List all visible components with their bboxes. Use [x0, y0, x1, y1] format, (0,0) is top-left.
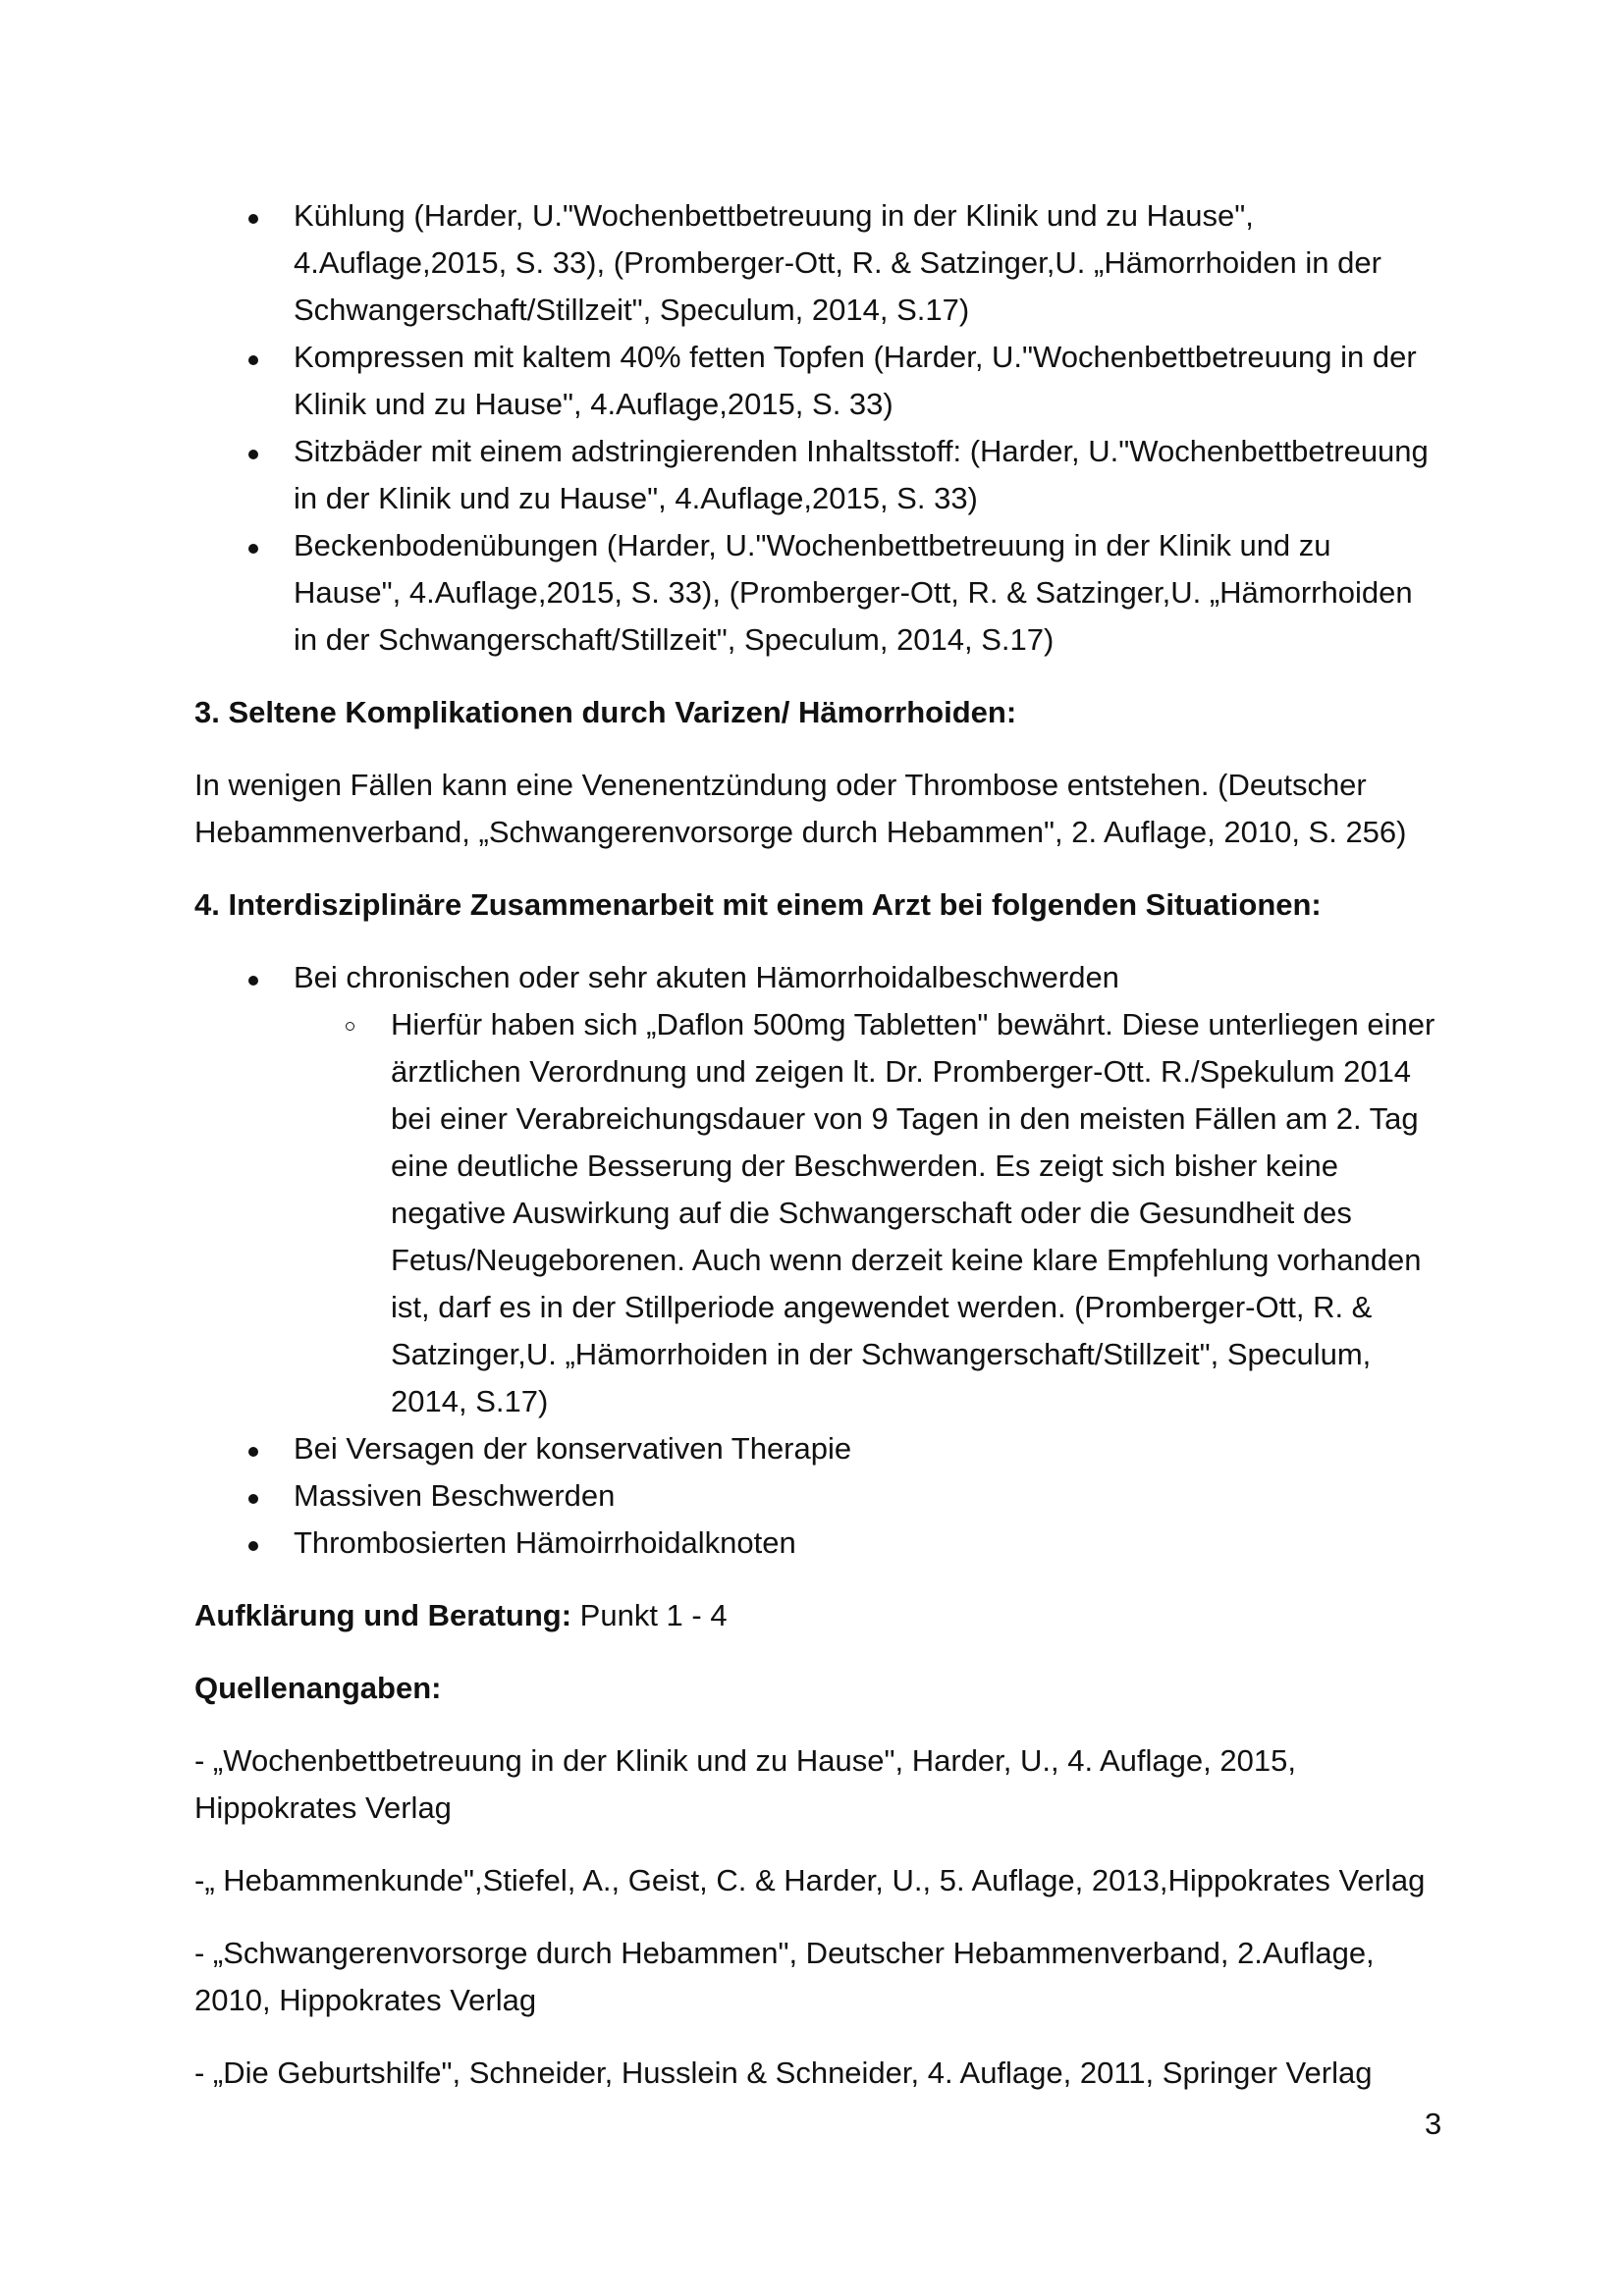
list-item: Massiven Beschwerden	[194, 1472, 1441, 1520]
list-item: Kompressen mit kaltem 40% fetten Topfen (Harder, U."Wochenbettbetreuung in der Klinik und zu Hause", 4.Auflage,2015, S. 33)	[194, 334, 1441, 428]
counseling-text: Punkt 1 - 4	[571, 1598, 728, 1632]
source-entry: -„ Hebammenkunde",Stiefel, A., Geist, C. & Harder, U., 5. Auflage, 2013,Hippokrates Verlag	[194, 1863, 1426, 1897]
list-item-text: Bei chronischen oder sehr akuten Hämorrhoidalbeschwerden	[294, 960, 1119, 994]
list-item: Thrombosierten Hämoirrhoidalknoten	[194, 1520, 1441, 1567]
section-heading-complications: 3. Seltene Komplikationen durch Varizen/ Hämorrhoiden:	[194, 695, 1017, 729]
sub-list-item: Hierfür haben sich „Daflon 500mg Tabletten" bewährt. Diese unterliegen einer ärztlichen Verordnung und zeigen lt. Dr. Promberger-Ott. R./Spekulum 2014 bei einer Verabreichungsdauer von 9 Tagen in den meisten Fällen am 2. Tag eine deutliche Besserung der Beschwerden. Es zeigt sich bisher keine negative Auswirkung auf die Schwangerschaft oder die Gesundheit des Fetus/Neugeborenen. Auch wenn derzeit keine klare Empfehlung vorhanden ist, darf es in der Stillperiode angewendet werden. (Promberger-Ott, R. & Satzinger,U. „Hämorrhoiden in der Schwangerschaft/Stillzeit", Speculum, 2014, S.17)	[294, 1001, 1441, 1425]
source-entry: - „Wochenbettbetreuung in der Klinik und zu Hause", Harder, U., 4. Auflage, 2015, Hippokrates Verlag	[194, 1743, 1296, 1825]
counseling-label: Aufklärung und Beratung:	[194, 1598, 572, 1632]
complications-paragraph: In wenigen Fällen kann eine Venenentzündung oder Thrombose entstehen. (Deutscher Hebammenverband, „Schwangerenvorsorge durch Hebammen", 2. Auflage, 2010, S. 256)	[194, 768, 1407, 849]
list-item: Beckenbodenübungen (Harder, U."Wochenbettbetreuung in der Klinik und zu Hause", 4.Auflage,2015, S. 33), (Promberger-Ott, R. & Satzinger,U. „Hämorrhoiden in der Schwangerschaft/Stillzeit", Speculum, 2014, S.17)	[194, 522, 1441, 664]
counseling-line	[194, 1592, 1441, 1639]
source-entry: - „Schwangerenvorsorge durch Hebammen", Deutscher Hebammenverband, 2.Auflage, 2010, Hippokrates Verlag	[194, 1936, 1375, 2017]
document-page	[194, 192, 1441, 2097]
list-item: Kühlung (Harder, U."Wochenbettbetreuung in der Klinik und zu Hause", 4.Auflage,2015, S. 33), (Promberger-Ott, R. & Satzinger,U. „Hämorrhoiden in der Schwangerschaft/Stillzeit", Speculum, 2014, S.17)	[194, 192, 1441, 334]
page-number: 3	[1425, 2107, 1442, 2141]
sub-list	[294, 1001, 1441, 1425]
treatment-list	[194, 192, 1441, 664]
source-entry: - „Die Geburtshilfe", Schneider, Husslein & Schneider, 4. Auflage, 2011, Springer Verlag	[194, 2056, 1373, 2090]
list-item: Bei Versagen der konservativen Therapie	[194, 1425, 1441, 1472]
collaboration-list	[194, 954, 1441, 1567]
list-item	[194, 954, 1441, 1425]
section-heading-collaboration: 4. Interdisziplinäre Zusammenarbeit mit einem Arzt bei folgenden Situationen:	[194, 887, 1322, 922]
sources-heading: Quellenangaben:	[194, 1671, 442, 1705]
list-item: Sitzbäder mit einem adstringierenden Inhaltsstoff: (Harder, U."Wochenbettbetreuung in der Klinik und zu Hause", 4.Auflage,2015, S. 33)	[194, 428, 1441, 522]
